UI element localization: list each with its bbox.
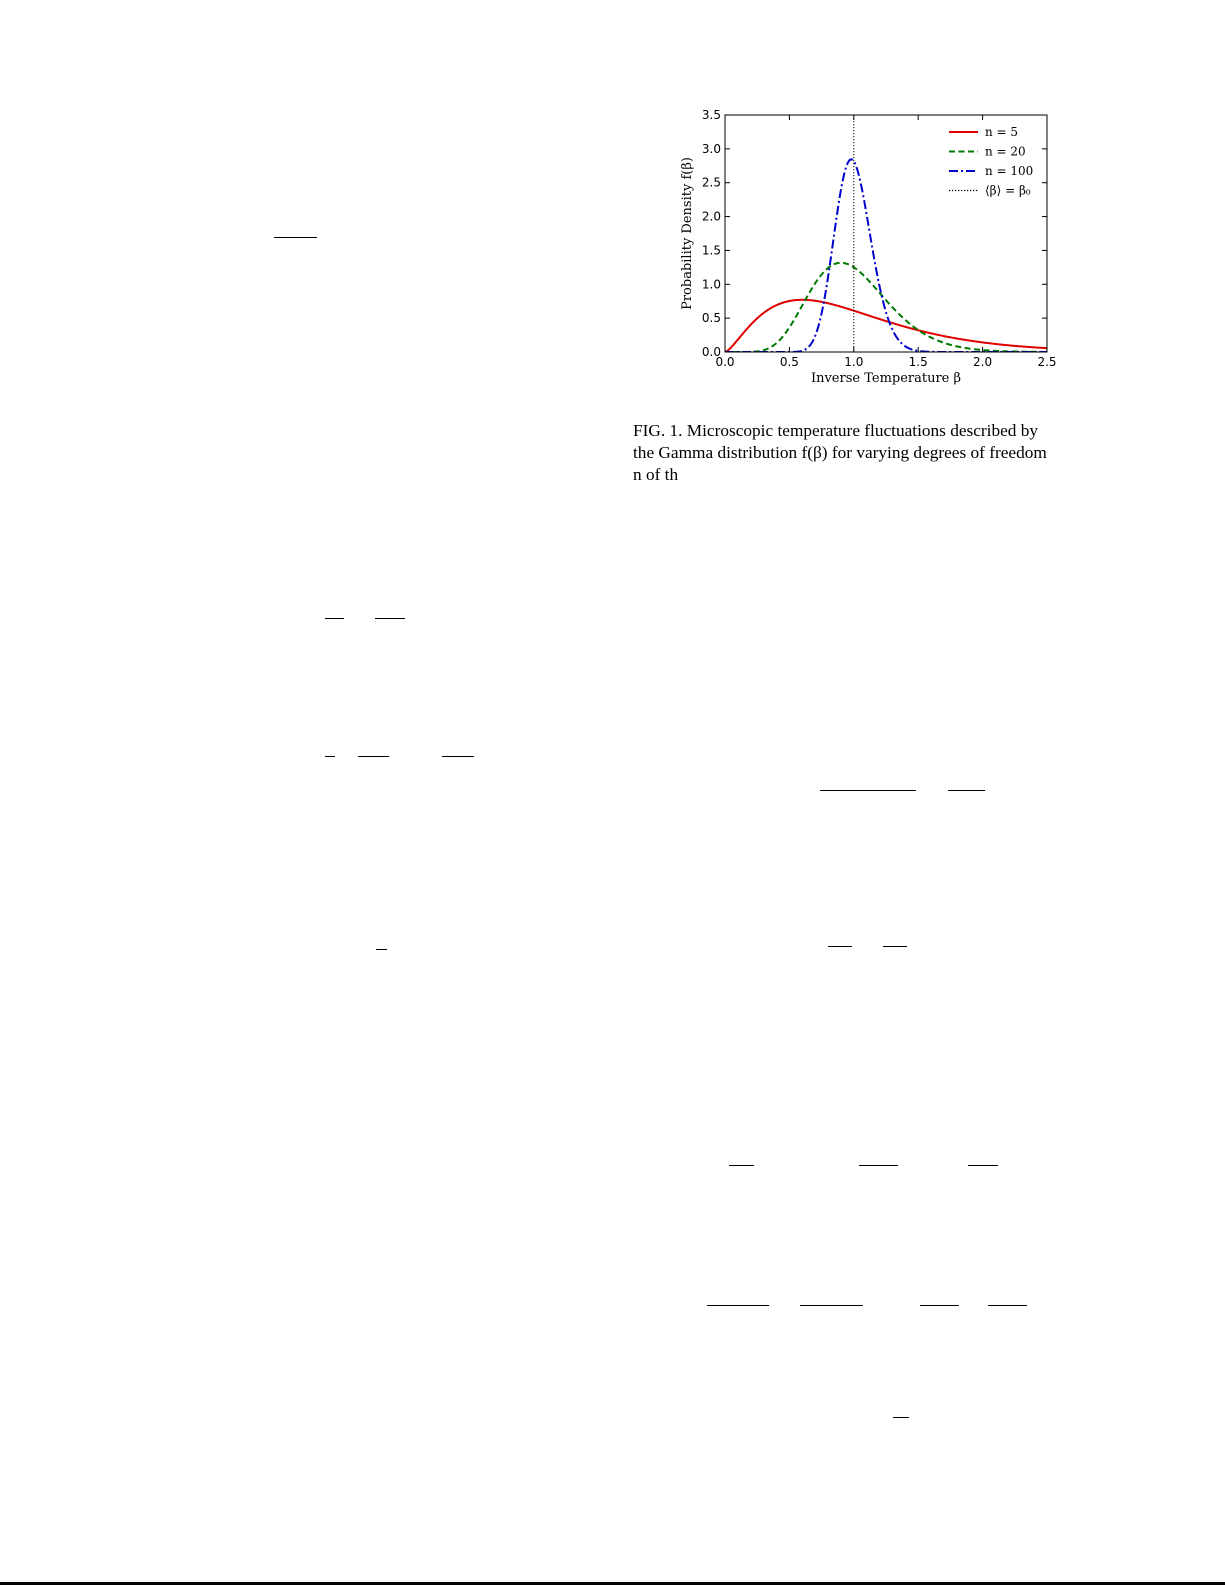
equation-fraction-bar xyxy=(375,618,405,619)
equation-fraction-bar xyxy=(325,756,335,757)
equation-fraction-bar xyxy=(325,618,344,619)
equation-fraction-bar xyxy=(859,1165,898,1166)
equation-fraction-bar xyxy=(442,756,474,757)
x-axis-label: Inverse Temperature β xyxy=(810,371,962,386)
legend-entry: n = 100 xyxy=(985,164,1034,178)
equation-fraction-bar xyxy=(920,1305,959,1306)
equation-fraction-bar xyxy=(948,790,985,791)
equation-fraction-bar xyxy=(800,1305,863,1306)
equation-fraction-bar xyxy=(988,1305,1027,1306)
equation-fraction-bar xyxy=(376,949,387,950)
x-tick-label: 2.5 xyxy=(1037,355,1057,369)
legend-entry: ⟨β⟩ = β₀ xyxy=(985,183,1031,198)
equation-fraction-bar xyxy=(893,1417,909,1418)
x-tick-label: 2.0 xyxy=(973,355,993,369)
x-tick-label: 0.5 xyxy=(779,355,799,369)
y-tick-label: 1.0 xyxy=(701,277,721,292)
legend-entry: n = 5 xyxy=(985,125,1019,139)
legend-entry: n = 20 xyxy=(985,144,1026,159)
y-tick-label: 2.5 xyxy=(701,175,721,190)
y-axis-label: Probability Density f(β) xyxy=(680,157,695,310)
x-tick-label: 1.5 xyxy=(908,355,928,369)
equation-fraction-bar xyxy=(729,1165,754,1166)
equation-fraction-bar xyxy=(358,756,389,757)
equation-fraction-bar xyxy=(707,1305,769,1306)
chart-legend xyxy=(949,125,1033,198)
equation-fraction-bar xyxy=(828,946,852,947)
y-tick-label: 0.5 xyxy=(701,311,721,326)
gamma-distribution-chart xyxy=(675,100,1065,392)
series-line xyxy=(725,300,1047,352)
y-tick-label: 1.5 xyxy=(701,243,721,258)
equation-fraction-bar xyxy=(820,790,916,791)
y-tick-label: 2.0 xyxy=(701,209,721,224)
caption-line: n of th xyxy=(633,465,679,484)
x-tick-label: 0.0 xyxy=(715,355,735,369)
equation-fraction-bar xyxy=(274,237,317,238)
caption-line: FIG. 1. Microscopic temperature fluctuations described by xyxy=(633,421,1039,440)
equation-fraction-bar xyxy=(968,1165,998,1166)
caption-line: the Gamma distribution f(β) for varying degrees of freedom xyxy=(633,443,1047,462)
y-tick-label: 0.0 xyxy=(701,345,721,359)
figure-1 xyxy=(675,100,1065,392)
y-tick-label: 3.5 xyxy=(701,108,721,122)
y-tick-label: 3.0 xyxy=(701,141,721,156)
equation-fraction-bar xyxy=(883,946,907,947)
figure-caption xyxy=(633,420,1123,486)
x-tick-label: 1.0 xyxy=(844,355,864,369)
